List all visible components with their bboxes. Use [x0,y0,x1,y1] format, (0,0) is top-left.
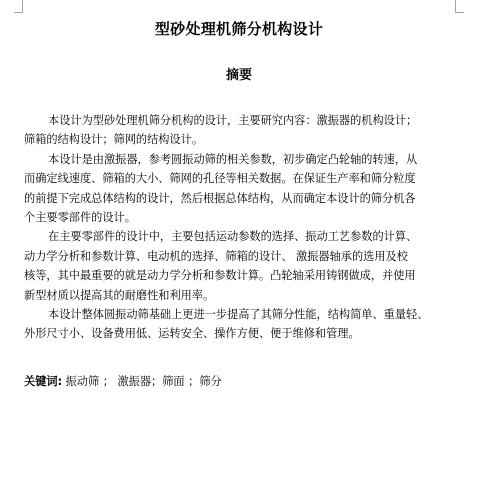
abstract-line: 核等，其中最重要的就是动力学分析和参数计算。凸轮轴采用铸钢做成，并使用 [24,269,416,283]
abstract-line: 本设计为型砂处理机筛分机构的设计，主要研究内容：激振器的机构设计； [48,114,418,127]
abstract-line: 本设计是由激振器，参考圆振动筛的相关参数，初步确定凸轮轴的转速，从 [48,152,418,166]
abstract-line: 个主要零部件的设计。 [24,210,136,224]
abstract-line: 在主要零部件的设计中，主要包括运动参数的选择、振动工艺参数的计算、 [48,230,418,244]
abstract-line: 而确定线速度、筛箱的大小、筛网的孔径等相关数据。在保证生产率和筛分粒度 [24,172,416,186]
document-title: 型砂处理机筛分机构设计 [154,20,324,38]
keywords-text: 振动筛 ； 激振器；筛面 ；筛分 [62,375,222,388]
abstract-line: 本设计整体圆振动筛基础上更进一步提高了其筛分性能，结构简单、重量轻、 [48,307,429,321]
keywords-label: 关键词: [24,375,63,388]
abstract-line: 动力学分析和参数计算、电动机的选择、筛箱的设计、 激振器轴承的选用及校 [24,249,408,263]
crop-mark-top-left [14,0,23,13]
crop-mark-top-right [455,0,464,13]
abstract-line: 新型材质以提高其的耐磨性和利用率。 [24,288,215,302]
abstract-line: 外形尺寸小、设备费用低、运转安全、操作方便、便于维修和管理。 [24,327,360,341]
abstract-line: 筛箱的结构设计；筛网的结构设计。 [24,133,204,147]
abstract-heading: 摘要 [225,68,252,83]
abstract-body [24,111,448,344]
keywords-line [24,373,222,389]
abstract-line: 的前提下完成总体结构的设计，然后根据总体结构，从而确定本设计的筛分机各 [24,191,416,205]
